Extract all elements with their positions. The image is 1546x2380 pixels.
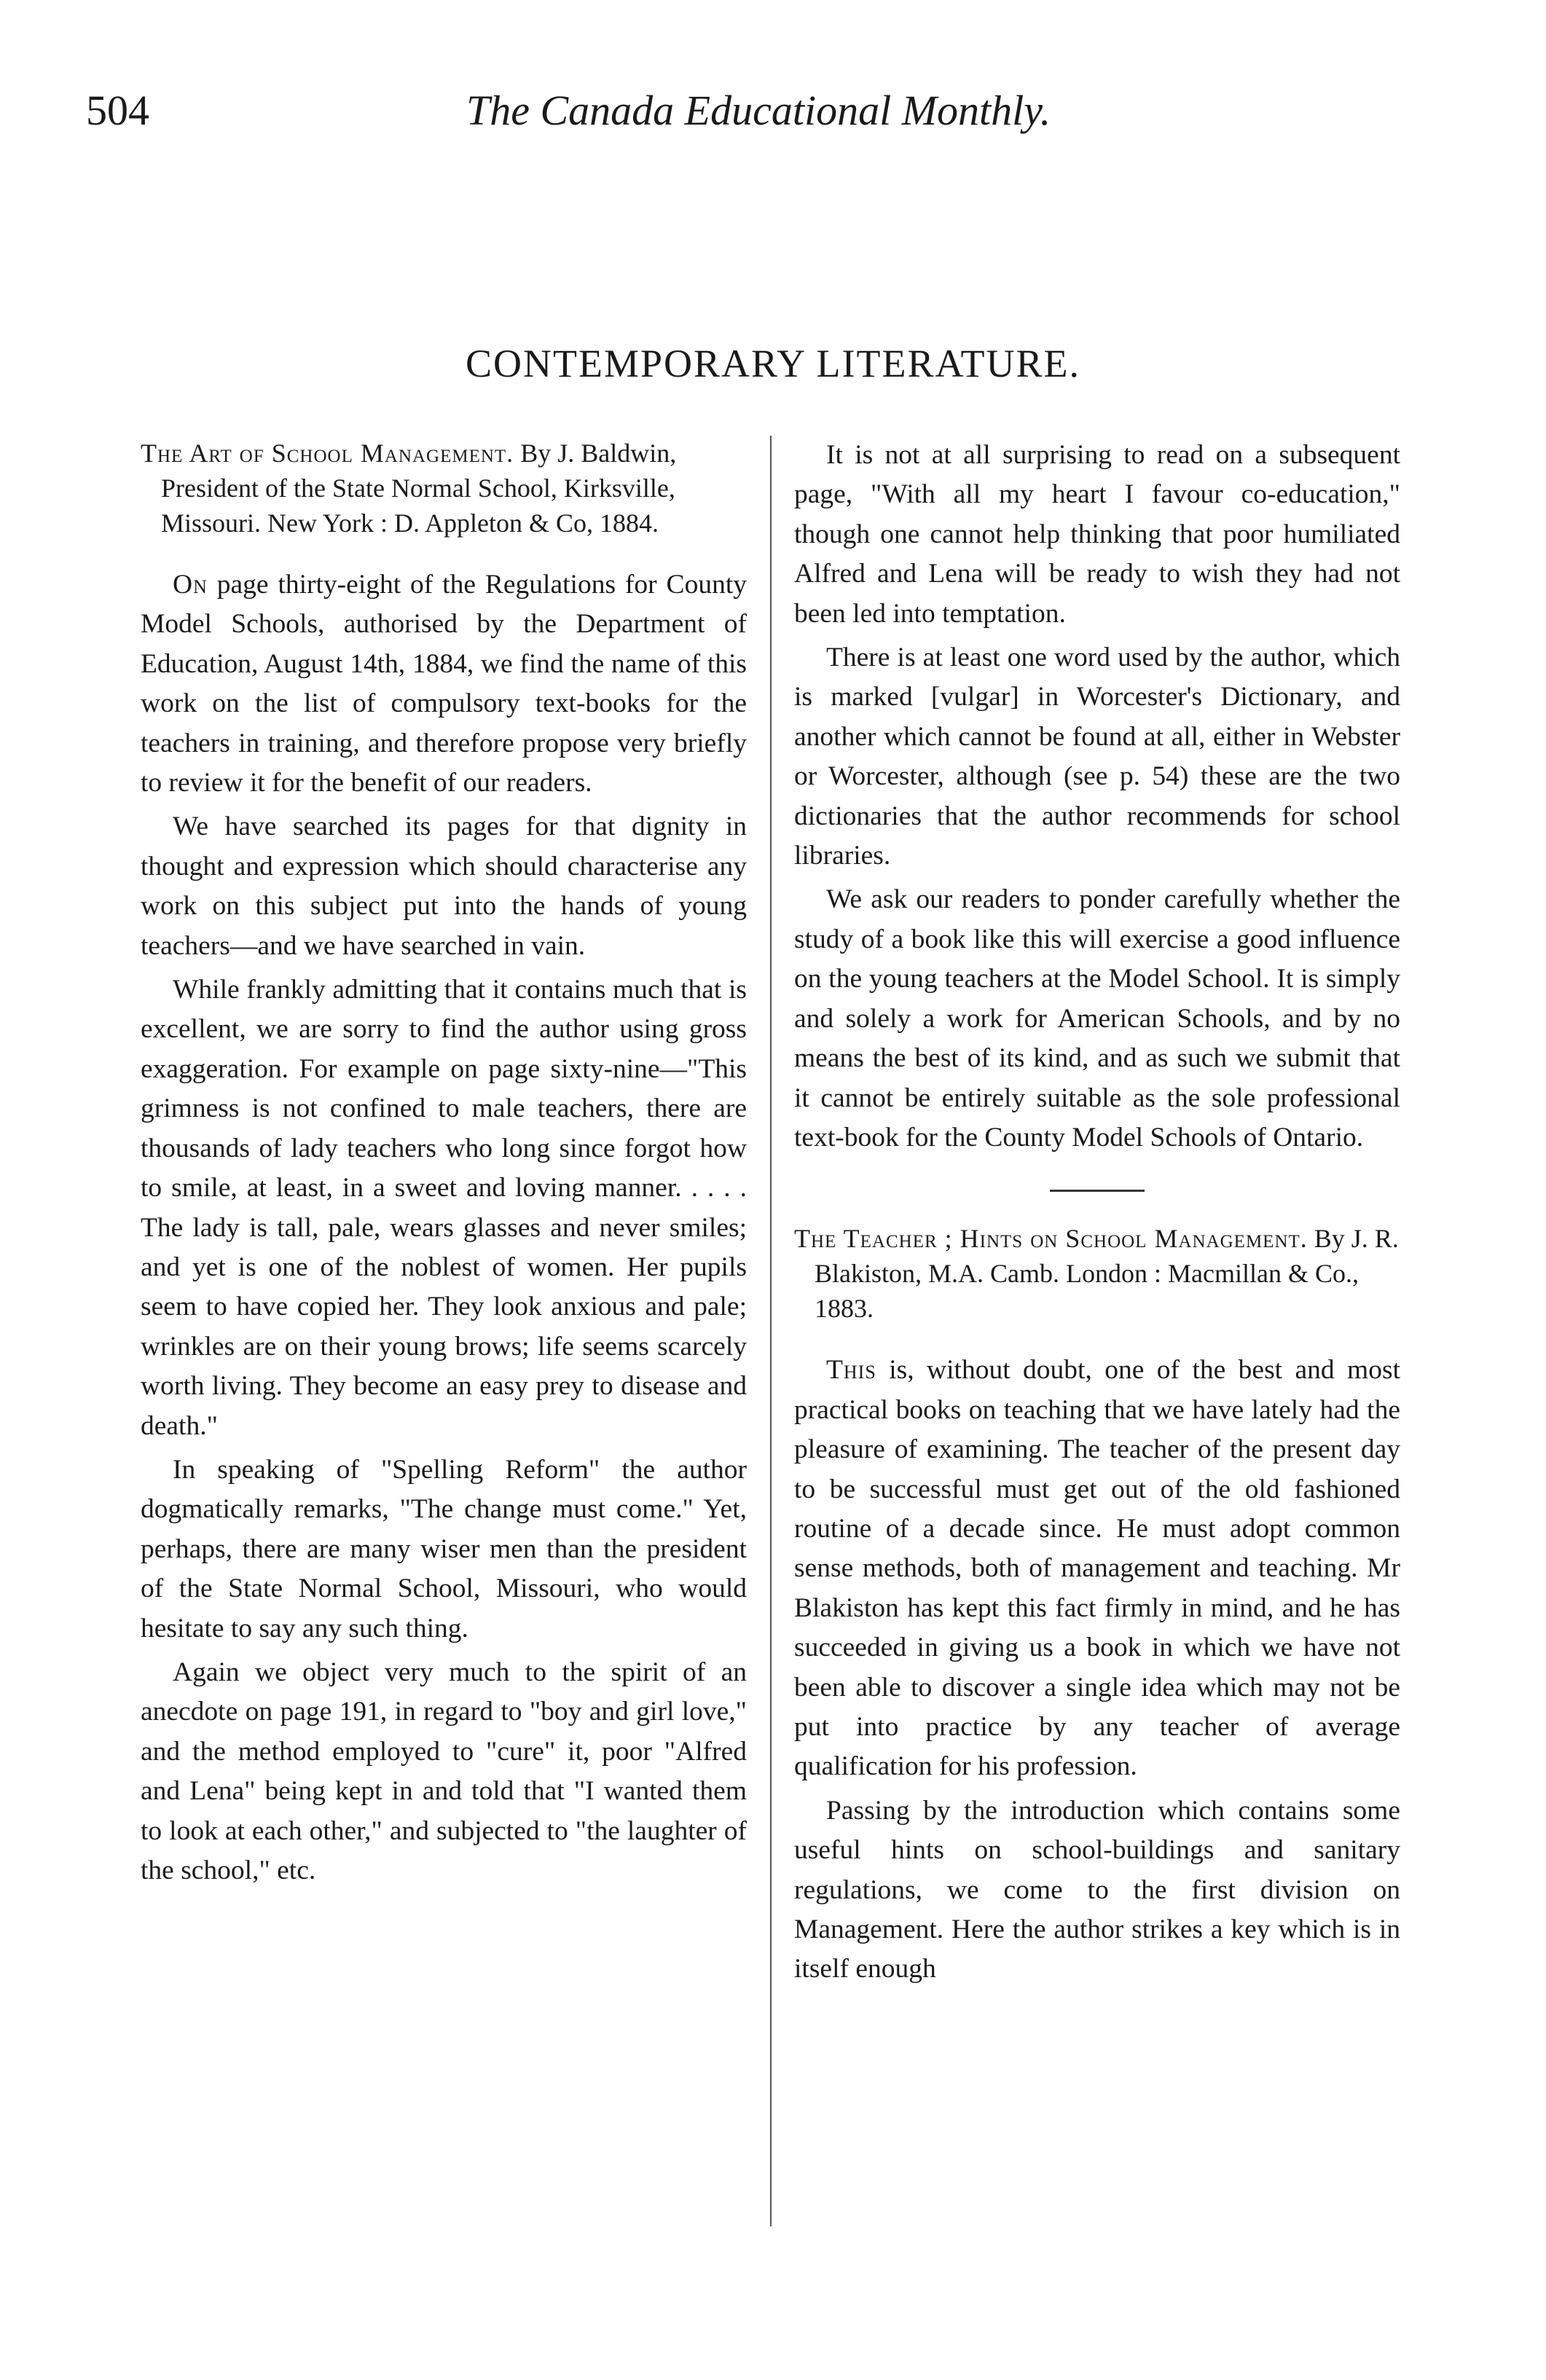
review-paragraph: Again we object very much to the spirit of an anecdote on page 191, in regard to "boy and girl love," and the method employed to "cure" it, poor "Alfred and Lena" being kept in and told that "I wanted them to look at each other," and subjected to "the laughter of the school," etc. (141, 1657, 747, 1885)
review-paragraph: We have searched its pages for that dignity in thought and expression which should characterise any work on this subject put into the hands of young teachers—and we have searched in vain. (141, 812, 747, 961)
review-heading-art-of-school-management (141, 436, 747, 541)
paragraph-text: is, without doubt, one of the best and most practical books on teaching that we have lately had the pleasure of examining. The teacher of the present day to be successful must get out of the old fashioned routine of a decade since. He must adopt common sense methods, both of management and teaching. Mr Blakiston has kept this fact firmly in mind, and he has succeeded in giving us a book in which we have not been able to discover a single idea which may not be put into practice by any teacher of average qualification for his profession. (794, 1355, 1400, 1782)
page-number: 504 (86, 87, 149, 134)
review-byline: By J. Baldwin, President of the State Normal School, Kirksville, Missouri. New York : D. Appleton & Co, 1884. (161, 439, 677, 538)
paragraph-lead-word: On (173, 570, 208, 600)
review-paragraph (794, 1351, 1400, 1786)
section-title: CONTEMPORARY LITERATURE. (465, 342, 1081, 385)
review-paragraph: It is not at all surprising to read on a subsequent page, "With all my heart I favour co-education," though one cannot help thinking that poor humiliated Alfred and Lena will be ready to wish they had not been led into temptation. (794, 440, 1400, 629)
review-paragraph: While frankly admitting that it contains much that is excellent, we are sorry to find the author using gross exaggeration. For example on page sixty-nine—"This grimness is not confined to male teachers, there are thousands of lady teachers who long since forgot how to smile, at least, in a sweet and loving manner. . . . . The lady is tall, pale, wears glasses and never smiles; and yet is one of the noblest of women. Her pupils seem to have copied her. They look anxious and pale; wrinkles are on their young brows; life seems scarcely worth living. They become an easy prey to disease and death." (141, 975, 747, 1441)
review-title: The Art of School Management. (141, 439, 514, 468)
review-paragraph (141, 565, 747, 803)
review-paragraph: Passing by the introduction which contains some useful hints on school-buildings and sanitary regulations, we come to the first division on Management. Here the author strikes a key which is in itself enough (794, 1795, 1400, 1984)
paragraph-lead-word: This (826, 1355, 876, 1386)
column-divider (770, 436, 772, 2226)
review-title: The Teacher ; Hints on School Management. (794, 1224, 1308, 1254)
paragraph-text: page thirty-eight of the Regulations for County Model Schools, authorised by the Department of Education, August 14th, 1884, we find the name of this work on the list of compulsory text-books for the teachers in training, and therefore propose very briefly to review it for the benefit of our readers. (141, 570, 747, 798)
right-column (794, 436, 1400, 1994)
review-paragraph: We ask our readers to ponder carefully whether the study of a book like this will exercise a good influence on the young teachers at the Model School. It is simply and solely a work for American Schools, and by no means the best of its kind, and as such we submit that it cannot be entirely suitable as the sole professional text-book for the County Model Schools of Ontario. (794, 884, 1400, 1152)
left-column (141, 436, 747, 1895)
review-paragraph: In speaking of "Spelling Reform" the author dogmatically remarks, "The change must come." Yet, perhaps, there are many wiser men than the president of the State Normal School, Missouri, who would hesitate to say any such thing. (141, 1454, 747, 1643)
review-heading-the-teacher (794, 1221, 1400, 1326)
review-byline: By J. R. Blakiston, M.A. Camb. London : Macmillan & Co., 1883. (815, 1224, 1399, 1324)
running-title: The Canada Educational Monthly. (466, 87, 1051, 134)
review-separator (1050, 1190, 1145, 1192)
review-paragraph: There is at least one word used by the author, which is marked [vulgar] in Worcester's Dictionary, and another which cannot be found at all, either in Webster or Worcester, although (see p. 54) these are the two dictionaries that the author recommends for school libraries. (794, 643, 1400, 871)
